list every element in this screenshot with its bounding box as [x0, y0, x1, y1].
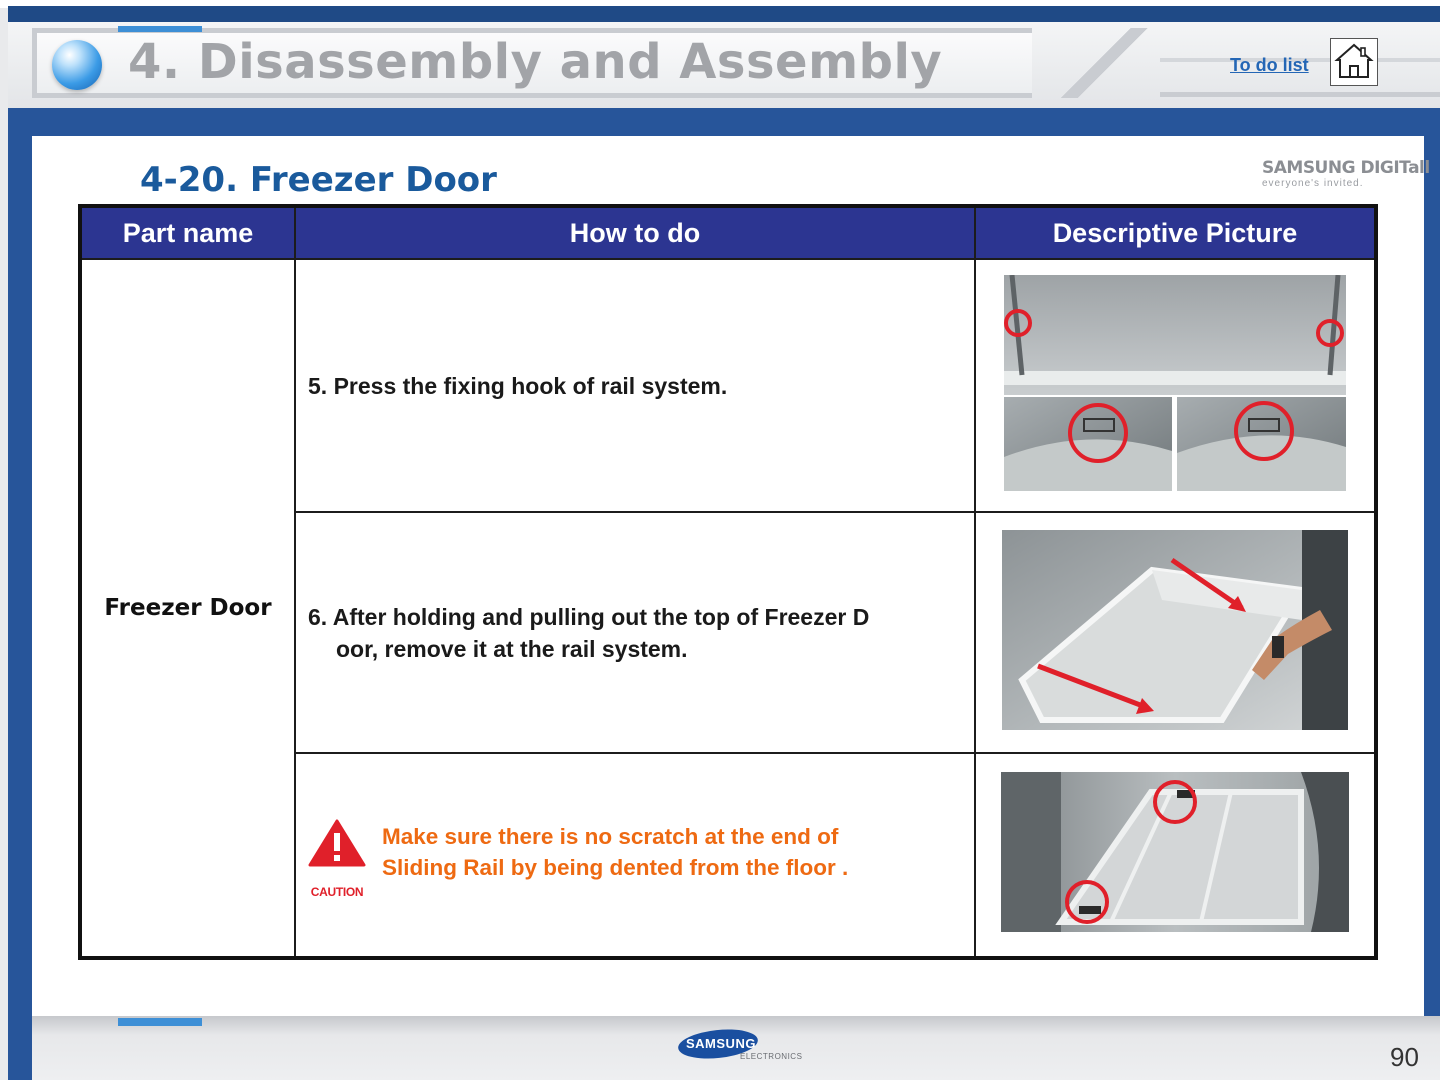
section-title: 4-20. Freezer Door — [140, 160, 497, 200]
step-6-text-line2: oor, remove it at the rail system. — [336, 635, 688, 662]
samsung-electronics-logo — [676, 1026, 816, 1066]
step-6-text-line1: 6. After holding and pulling out the top of Freezer D — [308, 603, 870, 630]
table-row — [80, 259, 1376, 512]
top-bar — [8, 6, 1440, 22]
header-descriptive-picture: Descriptive Picture — [975, 206, 1376, 259]
step-5-picture-cell — [975, 259, 1376, 512]
samsung-logo-subtext: ELECTRONICS — [740, 1052, 803, 1061]
caution-text — [382, 821, 848, 883]
table-header-row — [80, 206, 1376, 259]
header-rule-lower — [1160, 92, 1440, 97]
header-accent — [118, 26, 202, 32]
home-icon — [1331, 39, 1377, 85]
step-6-picture-cell — [975, 512, 1376, 752]
caution-text-line2: Sliding Rail by being dented from the floor . — [382, 854, 849, 880]
caution-picture-cell — [975, 753, 1376, 958]
caution-block — [296, 754, 974, 956]
footer-accent — [118, 1018, 202, 1026]
pull-out-door-photo — [1002, 530, 1348, 730]
brand-name: SAMSUNG DIGITall — [1262, 158, 1430, 178]
caution-warning — [306, 819, 368, 899]
rail-hook-photo — [1004, 275, 1346, 491]
step-6-cell — [295, 512, 975, 752]
page-number: 90 — [1390, 1042, 1419, 1072]
procedure-table — [78, 204, 1378, 960]
globe-orb-icon — [52, 40, 102, 90]
home-button[interactable] — [1330, 38, 1378, 86]
step-5-text: 5. Press the fixing hook of rail system. — [308, 372, 728, 399]
step-5-cell — [295, 259, 975, 512]
samsung-logo-text: SAMSUNG — [686, 1036, 756, 1051]
header-slant — [1030, 28, 1170, 98]
part-name-cell: Freezer Door — [80, 259, 295, 958]
header-part-name: Part name — [80, 206, 295, 259]
caution-text-line1: Make sure there is no scratch at the end of — [382, 823, 839, 849]
page-title: 4. Disassembly and Assembly — [128, 34, 943, 90]
todo-list-link[interactable]: To do list — [1230, 55, 1309, 75]
sliding-rail-photo — [1001, 772, 1349, 932]
warning-triangle-icon — [306, 819, 368, 869]
caution-cell — [295, 753, 975, 958]
samsung-digitall-logo — [1262, 158, 1430, 192]
brand-tagline: everyone's invited. — [1262, 178, 1364, 189]
header-how-to-do: How to do — [295, 206, 975, 259]
caution-label: CAUTION — [310, 884, 364, 899]
